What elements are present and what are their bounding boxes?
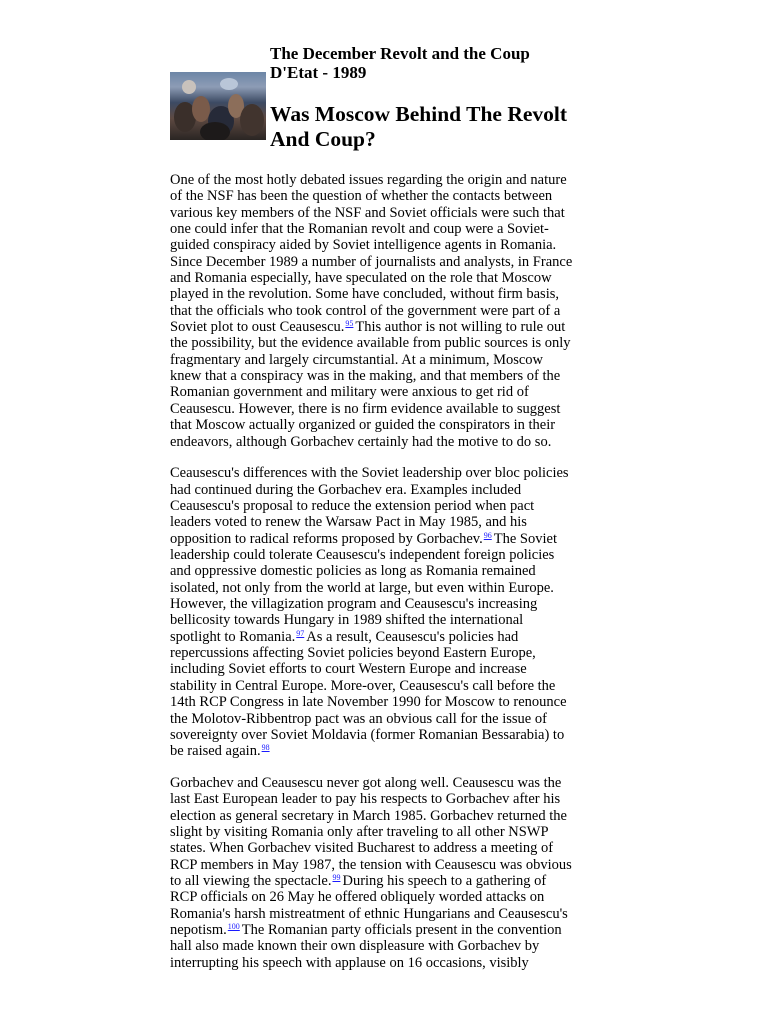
text-segment: nepotism. — [170, 922, 227, 939]
text-segment: be raised again. — [170, 743, 261, 760]
text-segment: leadership could tolerate Ceausescu's independent foreign policies — [170, 547, 555, 564]
text-line — [170, 498, 602, 514]
text-segment: knew that a conspiracy was in the making, and that members of the — [170, 368, 561, 385]
text-segment: guided conspiracy aided by Soviet intelligence agents in Romania. — [170, 237, 557, 254]
text-segment: to all viewing the spectacle. — [170, 873, 332, 890]
text-line — [170, 401, 602, 417]
text-line — [170, 906, 602, 922]
photo-figure — [240, 104, 264, 136]
text-line — [170, 612, 602, 628]
text-segment: stability in Central Europe. More-over, Ceausescu's call before the — [170, 677, 556, 694]
text-segment: Ceausescu. However, there is no firm evidence available to suggest — [170, 400, 561, 417]
text-segment: states. When Gorbachev visited Bucharest to address a meeting of — [170, 840, 554, 857]
text-line — [170, 661, 602, 677]
text-segment: last East European leader to pay his respects to Gorbachev after his — [170, 791, 561, 808]
text-line — [170, 188, 602, 204]
footnote-link[interactable]: 99 — [332, 873, 341, 883]
text-segment: the Molotov-Ribbentrop pact was an obvious call for the issue of — [170, 710, 547, 727]
text-line — [170, 172, 602, 188]
text-line — [170, 368, 602, 384]
text-segment: various key members of the NSF and Soviet officials were such that — [170, 204, 565, 221]
text-line — [170, 237, 602, 253]
photo-figure — [182, 80, 196, 94]
text-line — [170, 889, 602, 905]
text-segment: that Moscow actually organized or guided the conspirators in their — [170, 417, 556, 434]
text-segment: repercussions affecting Soviet policies beyond Eastern Europe, — [170, 645, 536, 662]
photo-figure — [200, 122, 230, 140]
text-line — [170, 580, 602, 596]
text-line — [170, 743, 602, 759]
text-line — [170, 482, 602, 498]
paragraph — [170, 172, 602, 450]
text-line — [170, 221, 602, 237]
text-line — [170, 514, 602, 530]
text-line — [170, 857, 602, 873]
text-segment: One of the most hotly debated issues regarding the origin and nature — [170, 172, 567, 188]
text-segment: Romania's harsh mistreatment of ethnic Hungarians and Ceausescu's — [170, 905, 568, 922]
text-segment: bellicosity towards Hungary in 1989 shifted the international — [170, 612, 524, 629]
text-line — [170, 319, 602, 335]
text-segment: endeavors, although Gorbachev certainly had the motive to do so. — [170, 433, 552, 450]
text-segment: During his speech to a gathering of — [342, 873, 547, 890]
text-line — [170, 824, 602, 840]
text-segment: isolated, not only from the world at large, but even within Europe. — [170, 579, 554, 596]
text-segment: that the officials who took control of the government were part of a — [170, 302, 561, 319]
text-line — [170, 303, 602, 319]
text-line — [170, 596, 602, 612]
text-segment: opposition to radical reforms proposed by Gorbachev. — [170, 530, 483, 547]
text-line — [170, 547, 602, 563]
text-line — [170, 694, 602, 710]
footnote-link[interactable]: 96 — [483, 530, 492, 540]
text-line — [170, 254, 602, 270]
article-header — [170, 44, 602, 172]
text-segment: had continued during the Gorbachev era. Examples included — [170, 481, 522, 498]
article-suptitle: The December Revolt and the Coup D'Etat - 1989 — [270, 44, 530, 82]
footnote-link[interactable]: 97 — [296, 628, 305, 638]
text-line — [170, 678, 602, 694]
text-line — [170, 922, 602, 938]
text-line — [170, 840, 602, 856]
text-segment: The Romanian party officials present in the convention — [241, 922, 562, 939]
text-segment: and Romania especially, have speculated on the role that Moscow — [170, 270, 552, 287]
text-segment: 14th RCP Congress in late November 1990 for Moscow to renounce — [170, 694, 567, 711]
text-line — [170, 791, 602, 807]
text-line — [170, 352, 602, 368]
text-line — [170, 808, 602, 824]
text-segment: RCP members in May 1987, the tension with Ceausescu was obvious — [170, 856, 572, 873]
article-body — [170, 172, 602, 971]
text-segment: election as general secretary in March 1985. Gorbachev returned the — [170, 807, 567, 824]
text-line — [170, 873, 602, 889]
text-segment: and oppressive domestic policies as long as Romania remained — [170, 563, 536, 580]
text-segment: including Soviet efforts to court Western Europe and increase — [170, 661, 527, 678]
text-line — [170, 465, 602, 481]
text-segment: the possibility, but the evidence available from public sources is only — [170, 335, 571, 352]
text-line — [170, 955, 602, 971]
text-segment: leaders voted to renew the Warsaw Pact in May 1985, and his — [170, 514, 527, 531]
text-segment: slight by visiting Romania only after traveling to all other NSWP — [170, 824, 549, 841]
text-line — [170, 563, 602, 579]
footnote-link[interactable]: 100 — [227, 922, 240, 932]
text-segment: spotlight to Romania. — [170, 628, 296, 645]
text-segment: fragmentary and largely circumstantial. At a minimum, Moscow — [170, 351, 544, 368]
text-segment: hall also made known their own displeasure with Gorbachev by — [170, 938, 540, 955]
text-line — [170, 286, 602, 302]
text-segment: Ceausescu's proposal to reduce the extension period when pact — [170, 498, 535, 515]
text-line — [170, 629, 602, 645]
photo-figure — [220, 78, 238, 90]
text-line — [170, 205, 602, 221]
paragraph — [170, 775, 602, 971]
text-segment: Gorbachev and Ceausescu never got along well. Ceausescu was the — [170, 775, 562, 792]
paragraph — [170, 465, 602, 759]
article — [170, 44, 602, 987]
text-segment: Romanian government and military were anxious to get rid of — [170, 384, 529, 401]
text-line — [170, 775, 602, 791]
text-segment: This author is not willing to rule out — [355, 319, 566, 336]
text-segment: However, the villagization program and Ceausescu's increasing — [170, 596, 538, 613]
text-line — [170, 531, 602, 547]
text-segment: one could infer that the Romanian revolt and coup were a Soviet- — [170, 221, 549, 238]
text-line — [170, 434, 602, 450]
text-segment: As a result, Ceausescu's policies had — [306, 628, 519, 645]
text-line — [170, 645, 602, 661]
text-segment: Ceausescu's differences with the Soviet leadership over bloc policies — [170, 465, 569, 482]
text-segment: played in the revolution. Some have concluded, without firm basis, — [170, 286, 560, 303]
text-segment: Since December 1989 a number of journalists and analysts, in France — [170, 253, 573, 270]
text-segment: of the NSF has been the question of whether the contacts between — [170, 188, 553, 205]
footnote-link[interactable]: 98 — [261, 743, 270, 753]
text-line — [170, 384, 602, 400]
text-segment: Soviet plot to oust Ceausescu. — [170, 319, 345, 336]
text-line — [170, 711, 602, 727]
article-title: Was Moscow Behind The Revolt And Coup? — [270, 102, 568, 151]
crowd-photo — [170, 72, 266, 140]
text-line — [170, 417, 602, 433]
text-segment: sovereignty over Soviet Moldavia (former Romanian Bessarabia) to — [170, 726, 565, 743]
text-line — [170, 727, 602, 743]
footnote-link[interactable]: 95 — [345, 319, 354, 329]
text-segment: RCP officials on 26 May he offered obliquely worded attacks on — [170, 889, 545, 906]
text-segment: interrupting his speech with applause on 16 occasions, visibly — [170, 954, 529, 971]
text-line — [170, 938, 602, 954]
text-line — [170, 270, 602, 286]
text-segment: The Soviet — [493, 530, 557, 547]
text-line — [170, 335, 602, 351]
